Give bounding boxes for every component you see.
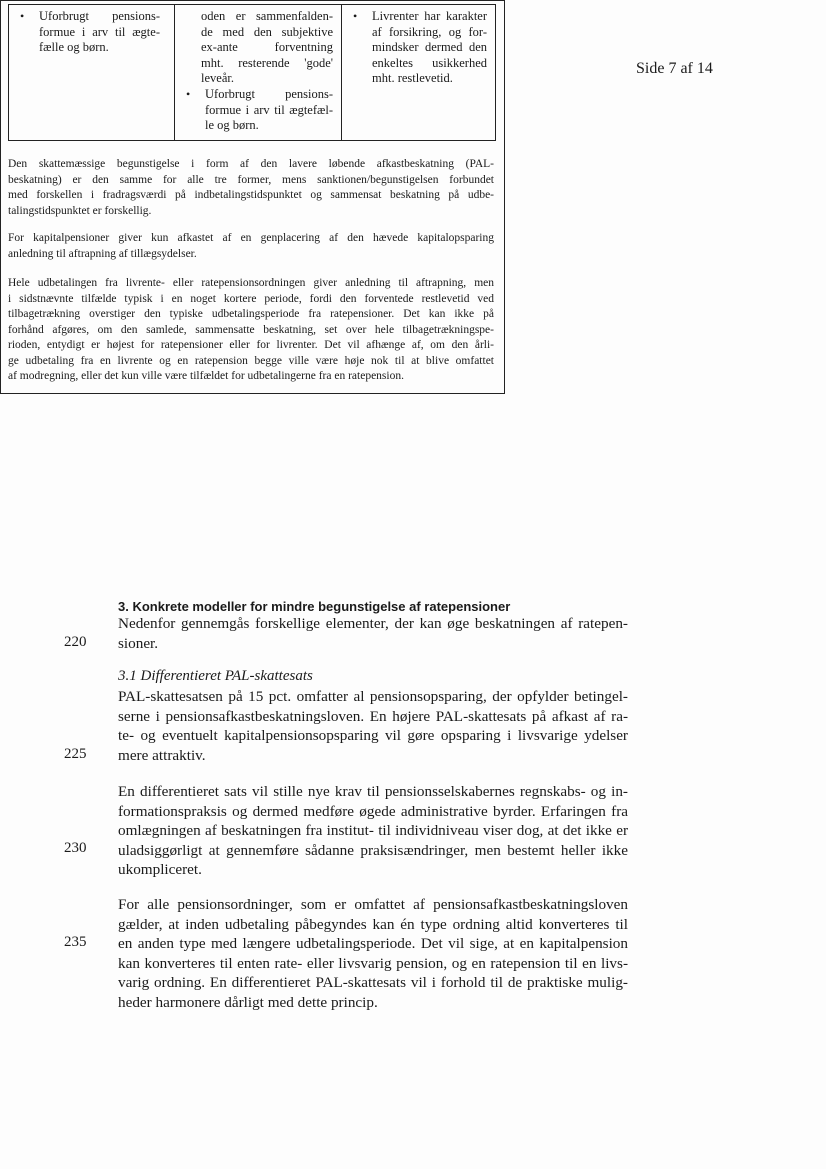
page-number: Side 7 af 14 (636, 60, 713, 77)
table-note-paragraph (8, 231, 494, 262)
pension-types-table (8, 4, 496, 141)
line-number: 225 (64, 746, 87, 762)
body-line: For alle pensionsordninger, som er omfattet af pensionsafkastbeskatningsloven (118, 896, 628, 913)
table-cell-bullet (179, 87, 333, 134)
cell-line: af forsikring, og for- (372, 24, 487, 39)
body-line: varig ordning. En differentieret PAL-skattesats vil i forhold til de praktiske mulig- (118, 974, 628, 992)
body-line: gælder, at inden udbetaling påbegyndes kan én type ordning altid konverteres til (118, 915, 628, 933)
body-line: heder harmonere dårligt med dette princip. (118, 993, 378, 1011)
note-line: af modregning, eller det kun ville være tilfældet for udbetalingerne fra en ratepension. (8, 370, 404, 382)
body-paragraph (118, 687, 628, 765)
table-note-paragraph (8, 276, 494, 385)
body-line: PAL-skattesatsen på 15 pct. omfatter al pensionsopsparing, der opfylder betingel- (118, 688, 628, 705)
cell-line: mht. restlevetid. (372, 71, 453, 86)
body-paragraph (118, 895, 628, 1013)
table-column-2 (174, 5, 341, 140)
note-line: Den skattemæssige begunstigelse i form af den lavere løbende afkastbeskatning (PAL- (8, 158, 494, 170)
note-line: rioden, entydigt er højest for ratepensioner eller for livrenter. Det vil afhænge af, om den årli- (8, 339, 494, 351)
comparison-table (0, 0, 505, 394)
note-line: anledning til aftrapning af tillægsydelser. (8, 247, 197, 260)
note-line: beskatning) er den samme for alle tre former, mens sanktionen/begunstigelsen forbundet (8, 173, 494, 186)
table-cell-text (179, 9, 333, 87)
section-heading: 3. Konkrete modeller for mindre begunstigelse af ratepensioner (118, 599, 511, 614)
body-line: sioner. (118, 634, 159, 652)
body-line: uladsiggørligt at gennemføre sådanne praksisændringer, men bestemt heller ikke (118, 841, 628, 859)
cell-line: mht. resterende 'gode' (201, 55, 333, 70)
note-line: i sidstnævnte tilfælde typisk i en noget kortere periode, fordi den forventede restlevetid ved (8, 292, 494, 305)
body-line: ukompliceret. (118, 861, 202, 879)
table-cell-bullet (13, 9, 160, 56)
body-line: te- og eventuelt kapitalpensionsopsparing vil gøre opsparing i livsvarige ydelser (118, 727, 628, 745)
note-line: ge udbetaling fra en livrente og en ratepension begge ville være høje nok til at blive omfattet (8, 354, 494, 367)
cell-line: Uforbrugt pensions- (39, 9, 160, 23)
cell-line: de med den subjektive (201, 24, 333, 39)
body-line: formationspraksis og dermed medføre øgede administrative byrder. Erfaringen fra (118, 802, 628, 820)
bullet-icon: • (20, 9, 25, 23)
cell-line: le og børn. (205, 118, 259, 133)
note-line: forhånd afgøres, om den samlede, sammensatte beskatning, set over hele tilbagetrækningspe- (8, 323, 494, 336)
body-line: serne i pensionsafkastbeskatningsloven. En højere PAL-skattesats på afkast af ra- (118, 707, 628, 725)
body-line: kan konverteres til enten rate- eller livsvarig pension, og en ratepension til en livs- (118, 954, 628, 972)
bullet-icon: • (353, 9, 358, 23)
body-line: En differentieret sats vil stille nye krav til pensionsselskabernes regnskabs- og in- (118, 783, 628, 800)
cell-line: Livrenter har karakter (372, 9, 487, 23)
cell-line: enkeltes usikkerhed (372, 55, 487, 70)
subsection-heading: 3.1 Differentieret PAL-skattesats (118, 668, 313, 684)
intro-paragraph (118, 614, 628, 653)
table-column-1 (9, 5, 174, 140)
body-line: Nedenfor gennemgås forskellige elementer, der kan øge beskatningen af ratepen- (118, 615, 628, 632)
cell-line: fælle og børn. (39, 40, 109, 55)
note-line: For kapitalpensioner giver kun afkastet af en genplacering af den hævede kapitalopsparing (8, 232, 494, 244)
table-cell-bullet (346, 9, 487, 87)
note-line: talingstidspunktet er forskellig. (8, 204, 152, 217)
line-number: 220 (64, 634, 87, 650)
line-number: 235 (64, 934, 87, 950)
body-line: en anden type med længere udbetalingsperiode. Det vil sige, at en kapitalpension (118, 935, 628, 953)
cell-line: formue i arv til ægte- (39, 24, 160, 39)
note-line: tilbagetrækning overstiger den typiske udbetalingsperiode fra ratepensioner. Det kan ikke på (8, 308, 494, 320)
cell-line: oden er sammenfalden- (201, 9, 333, 23)
cell-line: mindsker dermed den (372, 40, 487, 55)
body-paragraph (118, 782, 628, 880)
cell-line: Uforbrugt pensions- (205, 86, 333, 101)
line-number: 230 (64, 840, 87, 856)
note-line: med forskellen i fradragsværdi på indbetalingstidspunktet og sammensat beskatning på udbe- (8, 189, 494, 201)
cell-line: formue i arv til ægtefæl- (205, 102, 333, 117)
note-line: Hele udbetalingen fra livrente- eller ratepensionsordningen giver anledning til aftrapning, men (8, 277, 494, 289)
body-line: mere attraktiv. (118, 746, 206, 764)
table-note-paragraph (8, 157, 494, 219)
body-line: omlægningen af beskatningen fra institut- til individniveau viser dog, at det ikke er (118, 822, 628, 840)
table-column-3 (341, 5, 495, 140)
cell-line: ex-ante forventning (201, 40, 333, 55)
cell-line: leveår. (201, 71, 234, 86)
bullet-icon: • (186, 86, 191, 101)
